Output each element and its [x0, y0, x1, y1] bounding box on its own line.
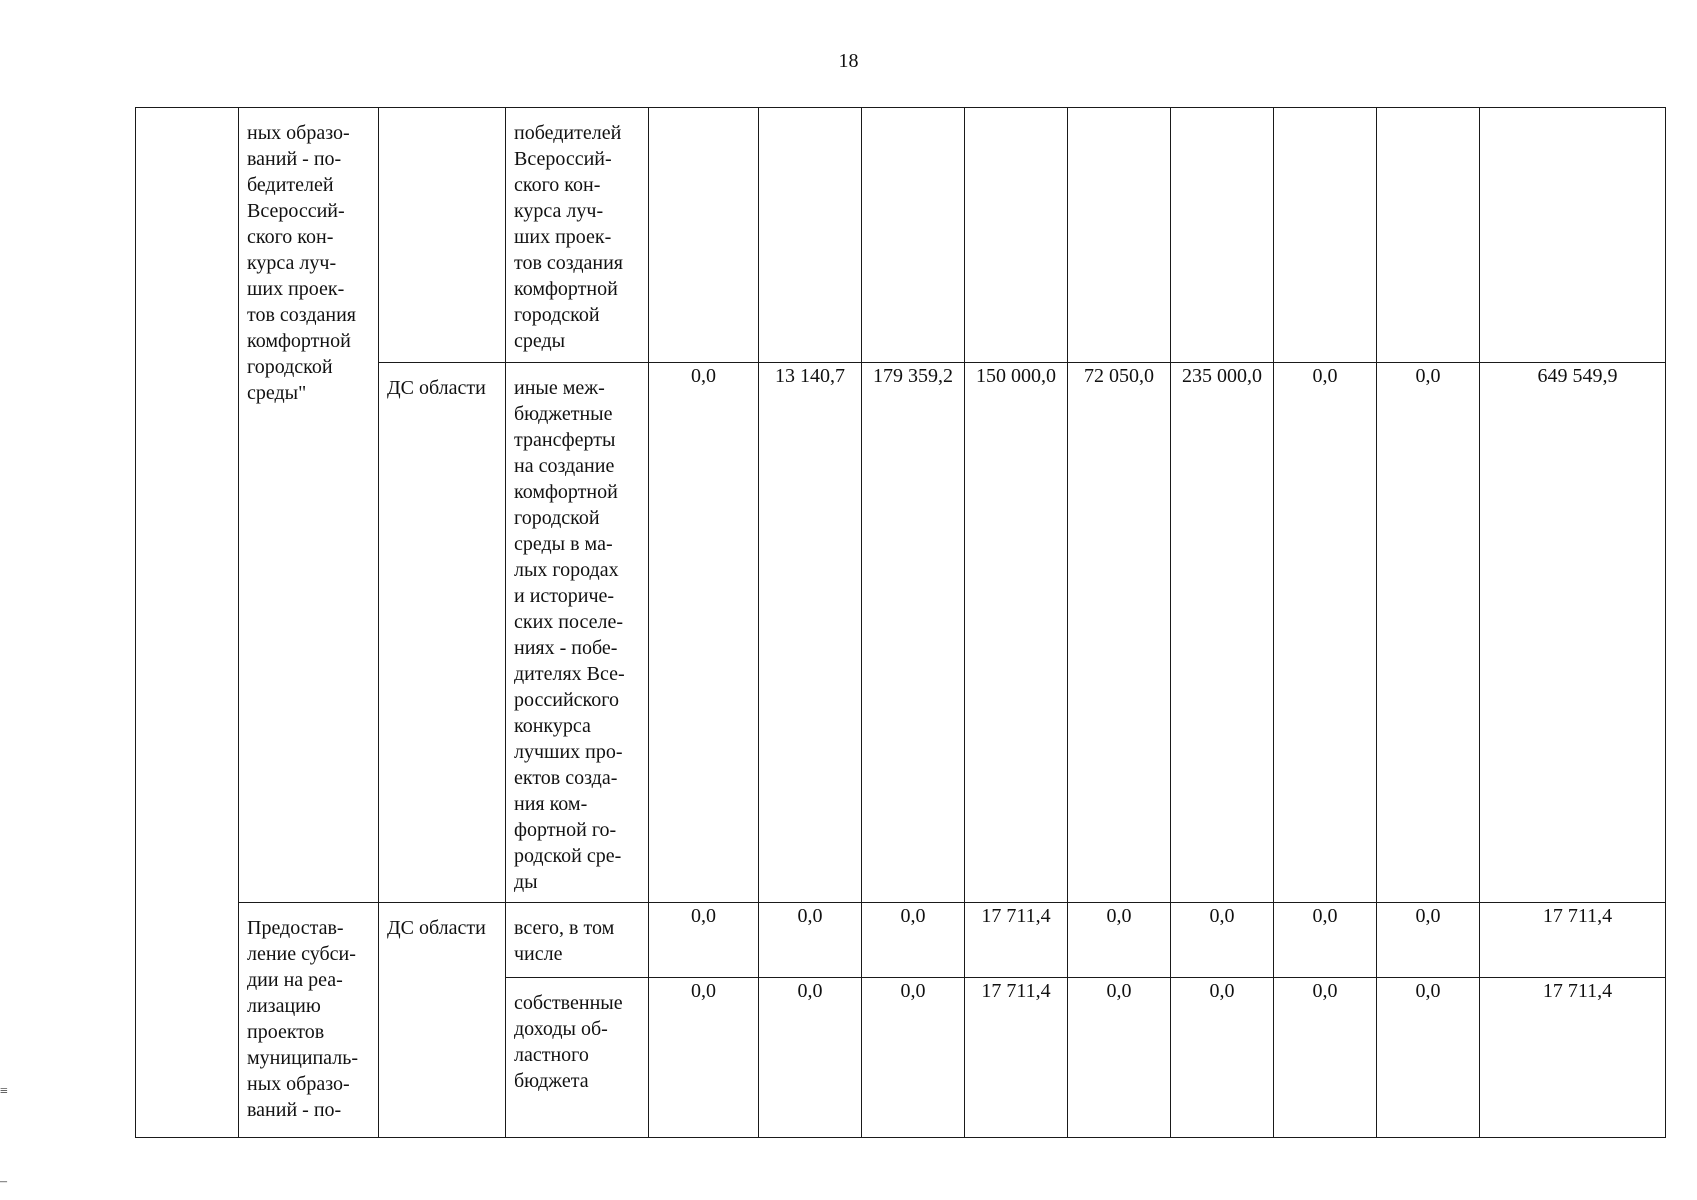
budget-table: [135, 107, 1666, 1138]
value-cell: 0,0: [862, 978, 965, 1138]
value-cell: 0,0: [1274, 978, 1377, 1138]
measure-name: ных образо- ваний - по- бедителей Всероссий- ского кон- курса луч- ших проек- тов создания комфортной городской среды": [247, 122, 356, 404]
value-cell: [1274, 108, 1377, 363]
value-cell: 179 359,2: [862, 363, 965, 903]
measure-cell: [239, 108, 379, 903]
source-cell: [506, 108, 649, 363]
value-cell: [1068, 108, 1171, 363]
value-cell: [1480, 108, 1666, 363]
value-cell: 0,0: [649, 978, 759, 1138]
table-row: [136, 108, 1666, 363]
measure-name: Предостав- ление субси- дии на реа- лизацию проектов муниципаль- ных образо- ваний - по-: [247, 917, 358, 1121]
scan-edge-mark: ≡: [0, 1084, 8, 1099]
value-cell: 0,0: [759, 978, 862, 1138]
executor-cell: [379, 363, 506, 903]
table-row: [136, 903, 1666, 978]
value-cell: [759, 108, 862, 363]
value-cell: 0,0: [649, 363, 759, 903]
value-cell: 72 050,0: [1068, 363, 1171, 903]
value-cell: 0,0: [1377, 363, 1480, 903]
value-cell: [965, 108, 1068, 363]
funding-source: победителей Всероссий- ского кон- курса луч- ших проек- тов создания комфортной городской среды: [514, 122, 623, 352]
source-cell: [506, 363, 649, 903]
total-value-cell: 17 711,4: [1480, 978, 1666, 1138]
value-cell: 0,0: [1068, 903, 1171, 978]
total-value-cell: 649 549,9: [1480, 363, 1666, 903]
executor-name: ДС области: [387, 917, 486, 939]
value-cell: 17 711,4: [965, 978, 1068, 1138]
value-cell: 0,0: [1068, 978, 1171, 1138]
value-cell: 0,0: [1377, 903, 1480, 978]
executor-name: ДС области: [387, 377, 486, 399]
executor-cell: [379, 108, 506, 363]
value-cell: 0,0: [1377, 978, 1480, 1138]
value-cell: 0,0: [862, 903, 965, 978]
value-cell: 235 000,0: [1171, 363, 1274, 903]
funding-source: всего, в том числе: [514, 917, 615, 965]
total-value-cell: 17 711,4: [1480, 903, 1666, 978]
value-cell: [1377, 108, 1480, 363]
scan-edge-mark: –: [0, 1174, 7, 1189]
measure-cell: [239, 903, 379, 1138]
funding-source: иные меж- бюджетные трансферты на создание комфортной городской среды в ма- лых городах и историче- ских поселе- ниях - побе- дителях Все- российского конкурса лучших про- ектов созда- ния ком- фортной го- родской сре- ды: [514, 377, 625, 893]
value-cell: 0,0: [1171, 903, 1274, 978]
value-cell: 13 140,7: [759, 363, 862, 903]
value-cell: 0,0: [1274, 363, 1377, 903]
value-cell: 0,0: [759, 903, 862, 978]
page-number: 18: [838, 50, 859, 72]
value-cell: 17 711,4: [965, 903, 1068, 978]
value-cell: 0,0: [1274, 903, 1377, 978]
value-cell: [649, 108, 759, 363]
source-cell: [506, 978, 649, 1138]
executor-cell: [379, 903, 506, 1138]
value-cell: 150 000,0: [965, 363, 1068, 903]
funding-source: собственные доходы об- ластного бюджета: [514, 992, 623, 1092]
value-cell: [862, 108, 965, 363]
index-cell: [136, 108, 239, 1138]
value-cell: [1171, 108, 1274, 363]
source-cell: [506, 903, 649, 978]
value-cell: 0,0: [649, 903, 759, 978]
value-cell: 0,0: [1171, 978, 1274, 1138]
